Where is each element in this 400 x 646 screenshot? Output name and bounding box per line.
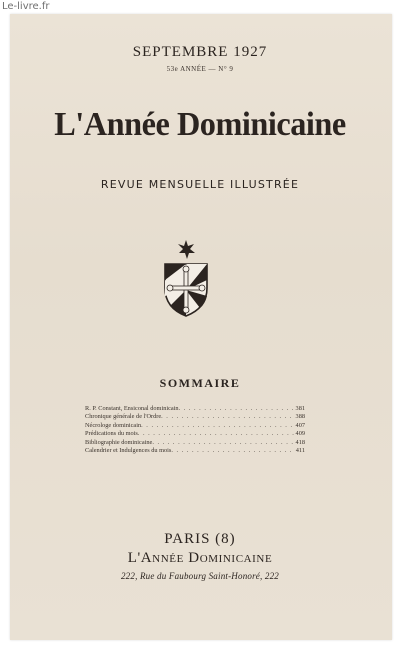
issue-date: SEPTEMBRE 1927 [132, 44, 268, 60]
toc-leader [161, 413, 293, 421]
toc-page-number: 381 [295, 405, 305, 412]
toc-page-number: 407 [295, 421, 305, 429]
magazine-subtitle: REVUE MENSUELLE ILLUSTRÉE [100, 178, 300, 191]
toc-page-number: 418 [295, 438, 305, 446]
dominican-shield-icon [160, 240, 212, 318]
publisher-address: 222, Rue du Faubourg Saint-Honoré, 222 [120, 571, 279, 581]
toc-entry-text: Bibliographie dominicaine [85, 438, 153, 446]
toc-entry-text: R. P. Constant, Ensiconal dominicain [85, 405, 179, 412]
toc-leader [171, 447, 293, 455]
toc-leader [152, 439, 293, 447]
list-item [85, 413, 305, 421]
toc-page-number: 388 [295, 413, 305, 421]
issue-number: 53e ANNÉE — N° 9 [166, 65, 234, 73]
summary-heading: SOMMAIRE [159, 376, 241, 390]
publisher-city: PARIS (8) [164, 531, 236, 547]
toc-page-number: 409 [295, 430, 305, 438]
toc-leader [141, 422, 293, 430]
toc-entry-text: Chronique générale de l'Ordre [85, 413, 162, 421]
toc-entry-text: Calendrier et Indulgences du mois [85, 447, 172, 455]
magazine-title: L'Année Dominicaine [54, 106, 346, 143]
toc-leader [138, 430, 294, 438]
table-of-contents [85, 405, 305, 455]
publisher-name: L'Année Dominicaine [127, 550, 273, 566]
toc-entry-text: Nécrologe dominicain [85, 421, 142, 429]
list-item [85, 439, 305, 447]
toc-page-number: 411 [295, 447, 305, 455]
toc-entry-text: Prédications du mois [85, 430, 138, 438]
list-item [85, 430, 305, 438]
watermark: Le-livre.fr [2, 1, 50, 12]
list-item [85, 447, 305, 455]
list-item [85, 422, 305, 430]
toc-leader [179, 405, 294, 413]
list-item [85, 405, 305, 413]
